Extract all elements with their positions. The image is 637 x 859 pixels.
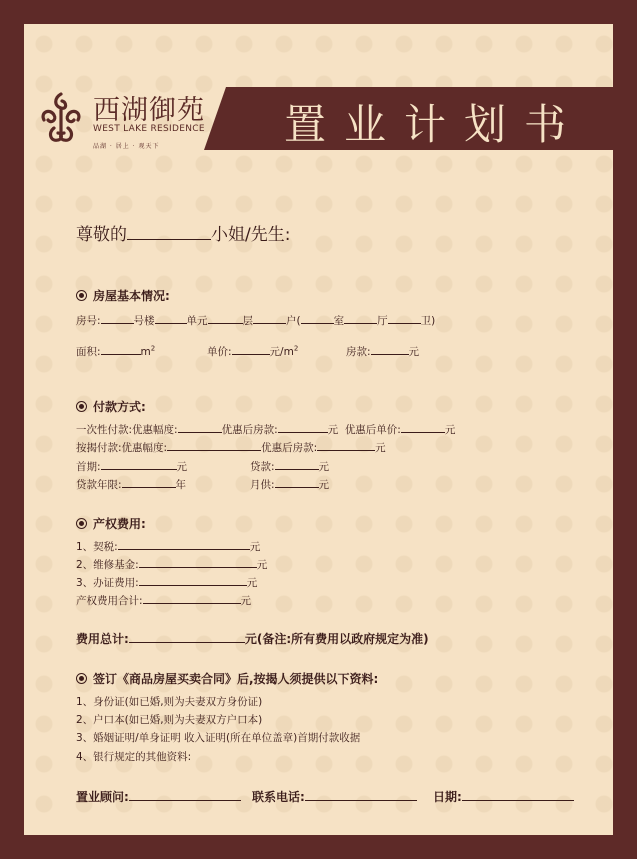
brand-name-cn: 西湖御苑 (93, 95, 205, 126)
doc-item: 3、婚姻证明/单身证明 收入证明(所在单位盖章)首期付款收据 (76, 732, 361, 744)
building-blank[interactable] (155, 313, 187, 324)
section-house: 房屋基本情况: (76, 287, 170, 304)
room-blank[interactable] (301, 313, 334, 324)
payment-line-3b: 贷款: 元 (250, 461, 330, 473)
brand-name-en: WEST LAKE RESIDENCE (93, 124, 205, 134)
bath-blank[interactable] (388, 313, 421, 324)
swirl-logo-icon (36, 88, 86, 150)
maintenance-fund-blank[interactable] (139, 557, 257, 568)
room-no-blank[interactable] (101, 313, 134, 324)
payment-line-4b: 月供: 元 (250, 479, 330, 491)
doc-item: 2、户口本(如已婚,则为夫妻双方户口本) (76, 714, 263, 726)
salutation-suffix: 小姐/先生: (211, 225, 291, 245)
phone-blank[interactable] (305, 789, 417, 801)
footer-phone: 联系电话: (252, 788, 417, 805)
total-line: 费用总计: 元(备注:所有费用以政府规定为准) (76, 632, 429, 646)
house-price-blank[interactable] (371, 344, 409, 355)
house-line-2b: 单价: 元$/m^2$ (207, 344, 299, 358)
date-blank[interactable] (462, 789, 574, 801)
bullet-icon (76, 673, 87, 684)
consultant-blank[interactable] (129, 789, 241, 801)
section-fees: 产权费用: (76, 515, 146, 532)
bullet-icon (76, 518, 87, 529)
fee-item: 1、契税: 元 (76, 541, 261, 553)
discounted-price-blank[interactable] (278, 422, 328, 433)
salutation-prefix: 尊敬的 (76, 225, 127, 245)
fee-total-blank[interactable] (143, 593, 241, 604)
mortgage-price-blank[interactable] (317, 440, 375, 451)
payment-line-2: 按揭付款:优惠幅度: 优惠后房款: 元 (76, 442, 386, 454)
footer-consultant: 置业顾问: (76, 788, 241, 805)
fee-item: 产权费用合计: 元 (76, 595, 252, 607)
loan-years-blank[interactable] (122, 477, 176, 488)
payment-line-1: 一次性付款:优惠幅度: 优惠后房款: 元 优惠后单价: 元 (76, 424, 456, 436)
fee-item: 2、维修基金: 元 (76, 559, 268, 571)
certificate-fee-blank[interactable] (139, 575, 247, 586)
page-title: 置业计划书 (284, 100, 585, 149)
brand-logo (36, 88, 206, 158)
section-payment: 付款方式: (76, 398, 146, 415)
doc-item: 4、银行规定的其他资料: (76, 751, 192, 763)
unit-price-blank[interactable] (232, 344, 270, 355)
salutation (76, 220, 290, 245)
payment-line-3: 首期: 元 (76, 461, 188, 473)
footer-date: 日期: (433, 788, 574, 805)
unit-blank[interactable] (208, 313, 243, 324)
house-line-2c: 房款: 元 (346, 346, 420, 358)
monthly-payment-blank[interactable] (275, 477, 319, 488)
discounted-unit-price-blank[interactable] (401, 422, 445, 433)
area-blank[interactable] (101, 344, 141, 355)
loan-blank[interactable] (275, 459, 319, 470)
floor-blank[interactable] (253, 313, 286, 324)
house-line-1: 房号: 号楼 单元 层 户( 室 厅 卫) (76, 315, 436, 327)
fee-item: 3、办证费用: 元 (76, 577, 258, 589)
discount-blank[interactable] (178, 422, 222, 433)
mortgage-discount-blank[interactable] (167, 440, 261, 451)
section-documents: 签订《商品房屋买卖合同》后,按揭人须提供以下资料: (76, 670, 378, 687)
name-blank[interactable] (127, 225, 211, 240)
doc-item: 1、身份证(如已婚,则为夫妻双方身份证) (76, 696, 263, 708)
down-payment-blank[interactable] (101, 459, 177, 470)
bullet-icon (76, 290, 87, 301)
grand-total-blank[interactable] (129, 631, 245, 643)
bullet-icon (76, 401, 87, 412)
payment-line-4: 贷款年限: 年 (76, 479, 187, 491)
deed-tax-blank[interactable] (118, 539, 250, 550)
brand-tagline: 品湖 · 居上 · 观天下 (93, 143, 160, 150)
house-line-2: 面积: $m^2$ (76, 344, 156, 358)
hall-blank[interactable] (344, 313, 377, 324)
